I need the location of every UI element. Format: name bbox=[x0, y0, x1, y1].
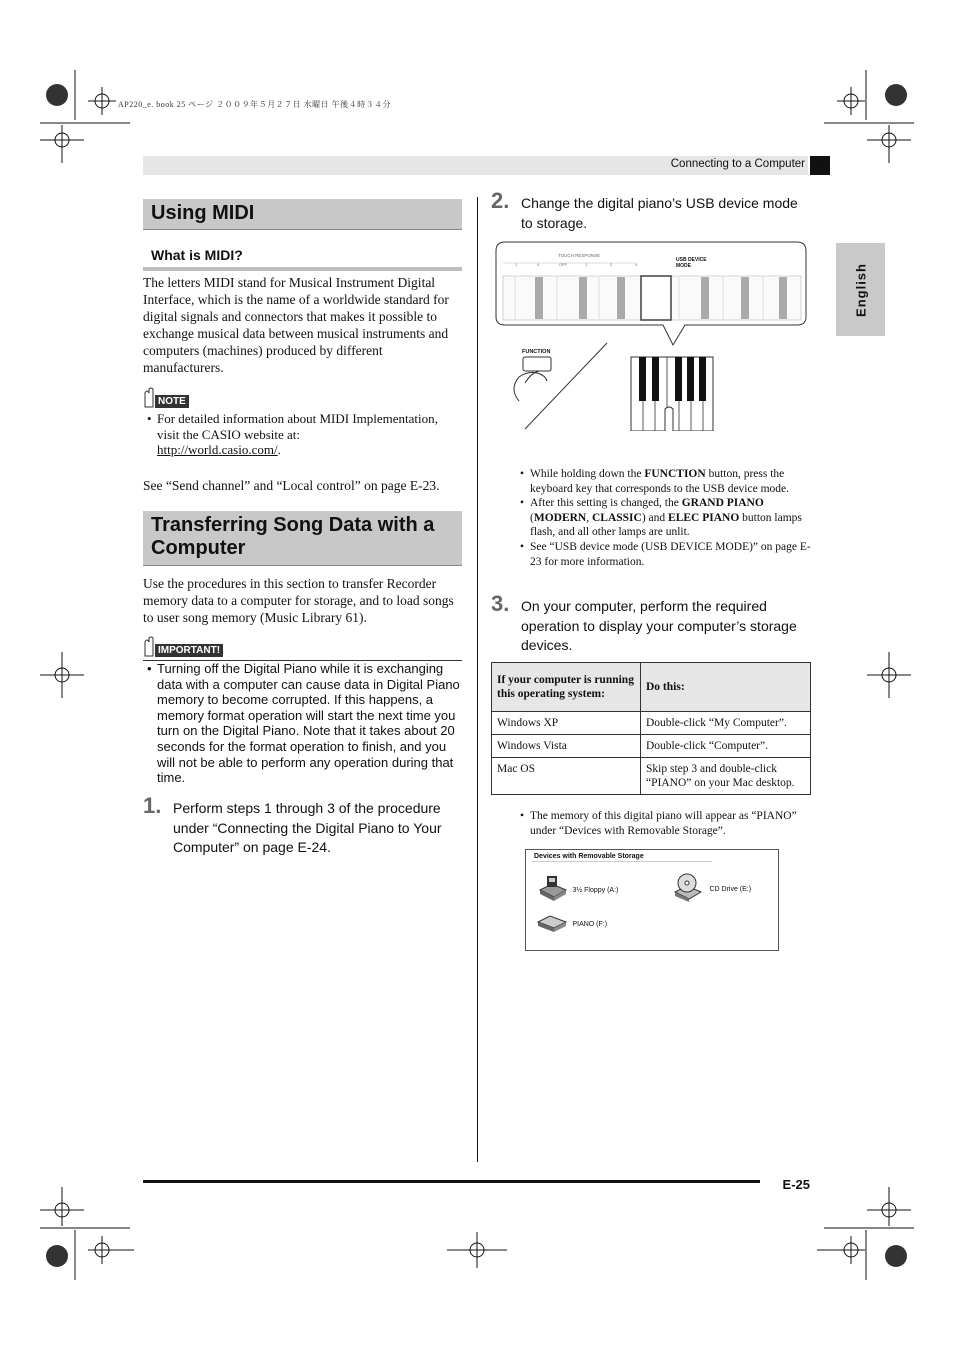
step-2-bullet-3: • See “USB device mode (USB DEVICE MODE)” on page E-23 for more information. bbox=[520, 540, 813, 569]
removable-drive-icon bbox=[536, 910, 568, 934]
panel-title: TOUCH RESPONSE bbox=[558, 253, 601, 258]
what-is-midi-subheading: What is MIDI? bbox=[143, 247, 462, 271]
devices-window-title: Devices with Removable Storage bbox=[534, 853, 644, 860]
step-2-bullets bbox=[520, 467, 813, 569]
function-label: FUNCTION bbox=[522, 349, 551, 355]
svg-text:1: 1 bbox=[585, 262, 588, 267]
step-2-text: Change the digital piano’s USB device mode to storage. bbox=[521, 195, 798, 231]
table-row bbox=[492, 712, 811, 735]
floppy-drive-icon bbox=[538, 874, 568, 902]
table-cell: Windows XP bbox=[492, 712, 641, 735]
step-2-number: 2. bbox=[491, 188, 510, 213]
table-cell: Windows Vista bbox=[492, 735, 641, 758]
floppy-drive-label: 3½ Floppy (A:) bbox=[572, 887, 619, 895]
keyboard-illustration bbox=[495, 241, 807, 431]
language-tab-label: English bbox=[853, 262, 868, 317]
transfer-paragraph: Use the procedures in this section to transfer Recorder memory data to a computer for storage, and to load songs to user song memory (Music Library 61). bbox=[143, 576, 454, 625]
cd-drive-item[interactable] bbox=[671, 872, 751, 902]
piano-drive-item[interactable] bbox=[536, 910, 607, 934]
note-badge bbox=[143, 387, 189, 409]
step-3-text: On your computer, perform the required operation to display your computer’s storage devices. bbox=[521, 598, 797, 653]
piano-drive-label: PIANO (F:) bbox=[572, 921, 608, 929]
important-list bbox=[147, 661, 462, 786]
svg-text:3: 3 bbox=[635, 262, 638, 267]
floppy-drive-item[interactable] bbox=[538, 874, 618, 902]
after-table-bullets bbox=[520, 809, 813, 838]
language-tab bbox=[836, 243, 885, 336]
running-header: Connecting to a Computer bbox=[670, 158, 805, 170]
table-header-cell: Do this: bbox=[641, 663, 811, 712]
footer-rule bbox=[143, 1180, 760, 1183]
step-1-number: 1. bbox=[143, 793, 162, 818]
important-label: IMPORTANT! bbox=[155, 644, 223, 657]
table-cell: Skip step 3 and double-click “PIANO” on your Mac desktop. bbox=[641, 758, 811, 795]
note-hand-icon bbox=[143, 387, 155, 409]
note-text: For detailed information about MIDI Implementation, visit the CASIO website at: bbox=[157, 411, 438, 442]
note-label: NOTE bbox=[155, 395, 189, 408]
using-midi-heading: Using MIDI bbox=[143, 199, 462, 230]
important-badge bbox=[143, 636, 462, 661]
os-table bbox=[491, 662, 811, 795]
important-item: • Turning off the Digital Piano while it is exchanging data with a computer can cause data in Digital Piano memory to become corrupted. If this happens, a memory format operation will start the next time you turn on the Digital Piano. Note that it takes about 20 seconds for the format operation to finish, and you will not be able to perform any operation during that time. bbox=[147, 661, 462, 786]
cd-drive-label: CD Drive (E:) bbox=[709, 886, 752, 894]
table-header-cell: If your computer is running this operating system: bbox=[492, 663, 641, 712]
svg-text:1: 1 bbox=[515, 262, 518, 267]
print-header: AP220_e. book 25 ページ ２００９年５月２７日 水曜日 午後４時３４分 bbox=[118, 100, 392, 109]
after-table-bullet: • The memory of this digital piano will appear as “PIANO” under “Devices with Removable Storage”. bbox=[520, 809, 813, 838]
header-block bbox=[810, 156, 830, 175]
function-button-name: FUNCTION bbox=[644, 468, 706, 480]
svg-text:OFF: OFF bbox=[559, 262, 567, 267]
midi-paragraph: The letters MIDI stand for Musical Instrument Digital Interface, which is the name of a worldwide standard for digital signals and connectors that makes it possible to exchange musical data between musical instruments and computers (machines) produced by different manufacturers. bbox=[143, 275, 449, 375]
usb-mode-label: MODE bbox=[676, 263, 691, 269]
see-also-text: See “Send channel” and “Local control” on page E-23. bbox=[143, 478, 440, 493]
table-cell: Double-click “My Computer”. bbox=[641, 712, 811, 735]
table-cell: Mac OS bbox=[492, 758, 641, 795]
table-cell: Double-click “Computer”. bbox=[641, 735, 811, 758]
transfer-heading: Transferring Song Data with a Computer bbox=[143, 511, 462, 566]
devices-window bbox=[525, 849, 779, 951]
page-number: E-25 bbox=[782, 1177, 810, 1192]
note-item bbox=[147, 411, 462, 458]
svg-text:4: 4 bbox=[537, 262, 540, 267]
note-list bbox=[147, 411, 462, 458]
table-row bbox=[492, 758, 811, 795]
important-hand-icon bbox=[143, 636, 155, 658]
step-1-text: Perform steps 1 through 3 of the procedure under “Connecting the Digital Piano to Your Computer” on page E-24. bbox=[173, 800, 442, 855]
table-row bbox=[492, 735, 811, 758]
table-header-row bbox=[492, 663, 811, 712]
cd-drive-icon bbox=[671, 872, 705, 902]
usb-mode-illustration bbox=[495, 241, 807, 431]
step-2-bullet-1: • While holding down the FUNCTION button, press the keyboard key that corresponds to the USB device mode. bbox=[520, 467, 813, 496]
usb-device-label: USB DEVICE bbox=[676, 257, 707, 263]
casio-website-link[interactable]: http://world.casio.com/ bbox=[157, 442, 278, 458]
devices-title-rule bbox=[532, 861, 712, 862]
note-end: . bbox=[277, 442, 281, 458]
step-3-number: 3. bbox=[491, 591, 510, 616]
column-divider bbox=[477, 197, 478, 1162]
svg-text:2: 2 bbox=[610, 262, 613, 267]
step-2-bullet-2: • After this setting is changed, the GRAND PIANO (MODERN, CLASSIC) and ELEC PIANO button lamps flash, and all other lamps are unlit. bbox=[520, 496, 813, 540]
